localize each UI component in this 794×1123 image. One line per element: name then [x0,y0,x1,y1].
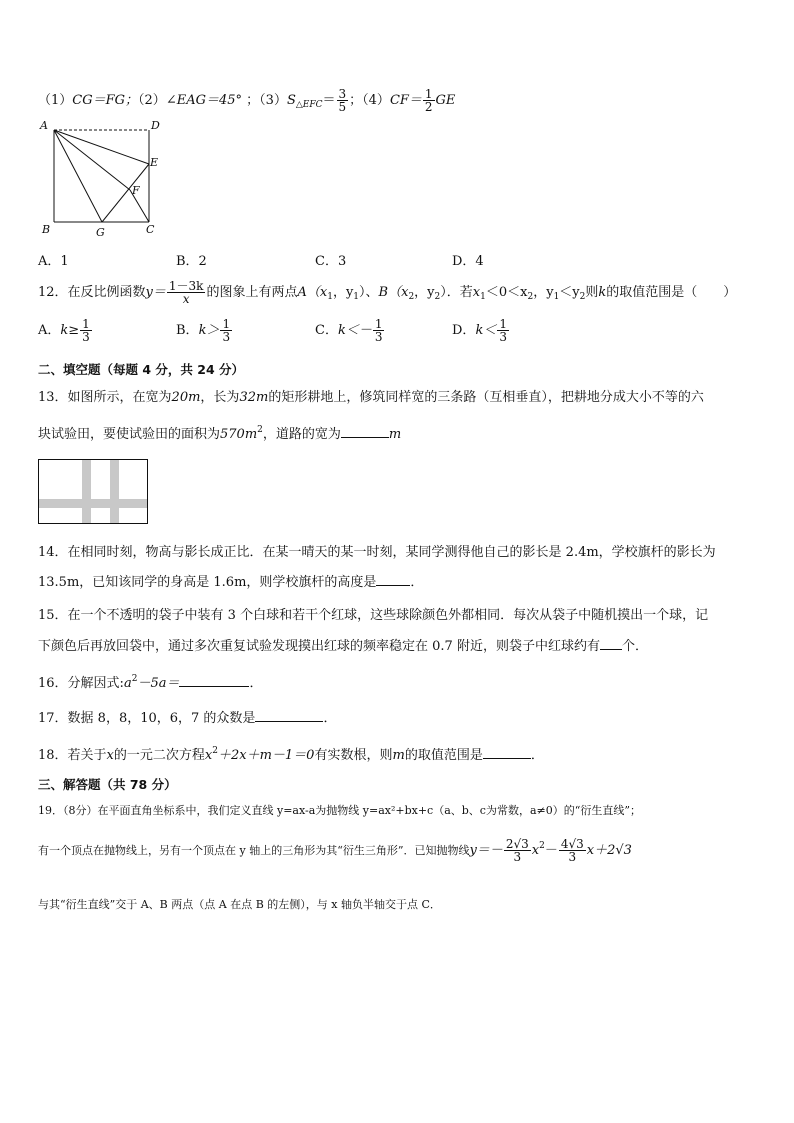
q12-choice-b-rel: k＞ [198,323,220,338]
road-vertical-1 [82,460,91,523]
q18-eq-sup: 2 [212,746,218,756]
q13-line-2 [38,423,401,442]
q12-choice-a[interactable] [38,318,93,343]
q12-choice-a-top: 1 [82,317,90,331]
q13-area: 570m [220,427,258,442]
q16-tail: ． [249,676,263,691]
label-F: F [132,184,140,197]
q16-expr: a [123,676,132,691]
q12-choice-b-frac [220,318,232,343]
q12-text: 的图象上有两点 [206,285,298,300]
q19-frac1-top: 2√3 [505,837,529,851]
q19-line-3: 与其“衍生直线”交于 A、B 两点（点 A 在点 B 的左侧），与 x 轴负半轴交于点 C． [38,898,441,911]
label-D: D [151,119,160,132]
q12-choice-a-frac [80,318,92,343]
q13-line-1 [38,386,704,405]
label-B: B [42,223,51,236]
q14-answer-blank[interactable] [376,573,410,586]
q11-s3-tail: ； [349,93,363,108]
q12-cond-sub1: 1 [480,292,486,302]
q12-pointA: A（x [297,285,328,300]
q18-eq2: ＋2x＋m－1＝0 [217,748,315,763]
q12-pointA-end: ）、 [359,285,379,300]
q12-pointB: B（x [378,285,409,300]
q12-cond-end: 则 [585,285,599,300]
q11-statements [38,88,455,113]
q11-s3-num: （3） [259,93,287,108]
q19-frac-2 [559,838,586,863]
q13-length: 32m [239,390,269,405]
q19-x2: x [531,843,540,858]
q11-choice-d[interactable]: D．4 [452,254,484,269]
q12-choice-d-label: D． [452,323,476,338]
q11-s4-num: （4） [362,93,390,108]
q12-choice-b-bot: 3 [222,330,231,344]
q12-fraction [167,280,206,305]
q12-choice-c-frac [373,318,385,343]
q19-line2a: 有一个顶点在抛物线上，另有一个顶点在 y 轴上的三角形为其“衍生三角形”．已知抛物线 [38,844,470,857]
q17-text: 17．数据 8，8，10，6，7 的众数是 [38,711,256,726]
q12-choice-c-top: 1 [374,317,383,331]
q19-frac-1 [504,838,531,863]
q11-s4-expr: CF＝ [389,93,422,108]
q12-cond-sub2: 2 [527,292,534,302]
q11-s1-num: （1） [38,93,73,108]
q12-pointB-sub1: 2 [408,292,415,302]
q11-s2-num: （2） [138,93,166,108]
q12-cond-mid2: ，y [533,285,554,300]
q12-pointA-sub1: 1 [327,292,333,302]
q12-choice-b-label: B． [176,323,199,338]
q18-m: m [392,748,405,763]
road-horizontal [39,499,147,508]
q12-choice-b-top: 1 [222,317,231,331]
q12-choice-d-top: 1 [499,317,507,331]
section-3-heading: 三、解答题（共 78 分） [38,777,177,792]
q11-choice-c[interactable]: C．3 [315,254,347,269]
q11-s3-sub: △EFC [295,100,323,110]
q19-xplus: x＋2√3 [586,843,632,858]
q19-eq-y: y＝－ [469,843,503,858]
q18-x: x [106,748,114,763]
q13-line1c: 的矩形耕地上，修筑同样宽的三条路（互相垂直），把耕地分成大小不等的六 [268,390,704,405]
q12-choice-a-rel: k≥ [60,323,80,338]
q13-line2b: ，道路的宽为 [262,427,341,442]
q12-k: k [598,285,607,300]
section-2-heading: 二、填空题（每题 4 分，共 24 分） [38,362,245,377]
q12-choice-d-rel: k＜ [475,323,497,338]
q18-mid: 的一元二次方程 [113,748,205,763]
q15-line2: 下颜色后再放回袋中，通过多次重复试验发现摸出红球的频率稳定在 0.7 附近，则袋子中红球约有 [38,639,600,654]
q14-line2: 13.5m，已知该同学的身高是 1.6m，则学校旗杆的高度是 [38,575,377,590]
q12-choice-a-label: A． [38,323,61,338]
figure-line-AE [54,130,149,164]
q13-answer-blank[interactable] [341,425,389,438]
q18-line [38,744,544,763]
q19-frac2-top: 4√3 [560,837,584,851]
q13-line1b: ，长为 [200,390,240,405]
label-A: A [40,119,48,132]
q11-sep: ； [246,93,260,108]
figure-line-AG [54,130,102,222]
q13-width: 20m [171,390,201,405]
q12-prefix: 12．在反比例函数 [38,285,146,300]
q19-line-1: 19．（8分）在平面直角坐标系中，我们定义直线 y=ax-a为抛物线 y=ax²+bx+c（a、b、c为常数，a≠0）的“衍生直线”； [38,804,641,817]
q11-choice-b[interactable]: B．2 [176,254,207,269]
q16-sup: 2 [131,674,138,684]
q13-line1a: 13．如图所示，在宽为 [38,390,172,405]
q12-cond-sub3: 1 [553,292,560,302]
figure-line-AF [54,130,130,190]
q12-y-eq: y＝ [145,285,166,300]
q12-pointB-end: ）．若 [440,285,473,300]
q13-line2a: 块试验田，要使试验田的面积为 [38,427,221,442]
q11-s3-frac-top: 3 [338,87,347,101]
q18-end: ． [530,748,544,763]
q12-choice-a-bot: 3 [82,330,90,344]
q15-answer-blank[interactable] [600,637,622,650]
q16-line [38,672,262,691]
q12-stem [38,280,736,305]
q18-prefix: 18．若关于 [38,748,107,763]
q12-cond-mid: ＜0＜x [485,285,528,300]
q13-unit: m [388,427,402,442]
q17-tail: ． [323,711,337,726]
q11-s2-expr: ∠EAG＝45° [165,93,243,108]
q12-choice-d-frac [497,318,509,343]
q19-line-2 [38,838,632,863]
q12-cond-mid3: ＜y [559,285,580,300]
q11-s4-frac-top: 1 [424,87,433,101]
q11-s3-frac-bot: 5 [338,100,347,114]
q19-frac2-bot: 3 [559,850,586,863]
q12-cond-sub4: 2 [579,292,586,302]
label-C: C [146,223,155,236]
q14-line-1: 14．在相同时刻，物高与影长成正比．在某一晴天的某一时刻，某同学测得他自己的影长是 2.4m，学校旗杆的影长为 [38,545,716,560]
q12-choice-d[interactable] [452,318,510,343]
q13-field-figure [38,459,150,525]
q13-area-sup: 2 [257,425,263,435]
q18-tail: 的取值范围是 [404,748,483,763]
q11-s1-expr: CG＝FG； [72,93,139,108]
q17-line [38,707,336,726]
q19-minus: － [544,843,558,858]
q12-choice-c[interactable] [315,318,385,343]
q12-choice-c-label: C． [315,323,338,338]
road-vertical-2 [110,460,119,523]
q12-cond: x [472,285,481,300]
q11-s4-fraction [423,88,435,113]
q18-mid2: 有实数根，则 [314,748,393,763]
q15-tail: 个． [621,639,648,654]
q11-s3-S: S [286,93,296,108]
q11-s3-fraction [337,88,349,113]
q12-choice-d-bot: 3 [499,330,507,344]
q12-tail: 的取值范围是（ ） [606,285,737,300]
q12-pointB-sub2: 2 [434,292,441,302]
q19-frac1-bot: 3 [504,850,531,863]
q17-answer-blank[interactable] [255,709,323,722]
label-E: E [150,156,159,169]
q14-line-2 [38,571,423,590]
q16-expr2: －5a＝ [137,676,180,691]
q18-answer-blank[interactable] [483,746,531,759]
q11-square-figure [38,118,168,240]
q18-eq1: x [204,748,213,763]
q11-s4-tail: GE [435,93,456,108]
q11-s3-eq: ＝ [322,93,336,108]
q12-pointA-sub2: 1 [353,292,360,302]
q12-pointA-mid: ，y [332,285,354,300]
q15-line-2 [38,635,648,654]
q12-frac-bot: x [167,292,206,305]
label-G: G [96,226,105,239]
q12-pointB-mid: ，y [414,285,435,300]
q16-answer-blank[interactable] [179,674,249,687]
q14-tail: ． [410,575,424,590]
q12-choice-c-rel: k＜－ [337,323,372,338]
q12-choice-c-bot: 3 [374,330,383,344]
figure-line-GE [102,164,149,222]
q16-prefix: 16．分解因式: [38,676,124,691]
q15-line-1: 15．在一个不透明的袋子中装有 3 个白球和若干个红球，这些球除颜色外都相同．每次从袋子中随机摸出一个球，记 [38,608,709,623]
q19-x2-sup: 2 [539,841,545,851]
q12-frac-top: 1－3k [168,279,204,293]
q11-s4-frac-bot: 2 [424,100,433,114]
q12-choice-b[interactable] [176,318,233,343]
field-rect [39,460,148,524]
q11-choice-a[interactable]: A．1 [38,254,69,269]
